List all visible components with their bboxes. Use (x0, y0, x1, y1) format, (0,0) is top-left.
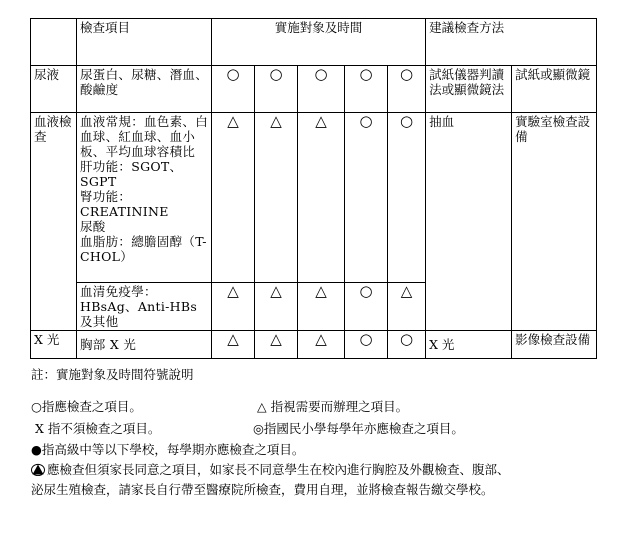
header-target: 實施對象及時間 (212, 19, 426, 66)
health-check-table (30, 18, 597, 359)
method-urine-2: 試紙或顯微鏡 (512, 66, 597, 113)
note-bullet: ●指高級中等以下學校，每學期亦應檢查之項目。 (31, 442, 305, 457)
symbol-urine-4: ○ (345, 66, 388, 113)
note-triangle: △ 指視需要而辦理之項目。 (257, 399, 409, 414)
symbol-xray-4: ○ (345, 331, 388, 359)
method-blood-2: 實驗室檢查設備 (512, 113, 597, 331)
symbol-urine-3: ○ (298, 66, 345, 113)
header-method: 建議檢查方法 (426, 19, 597, 66)
note-cross-and-double-circle (31, 418, 611, 440)
symbol-xray-5: ○ (388, 331, 426, 359)
note-filled-triangle-text-1: 應檢查但須家長同意之項目，如家長不同意學生在校內進行胸腔及外觀檢查、腹部、 (47, 462, 510, 477)
note-circle: ○指應檢查之項目。 (31, 399, 142, 414)
method-urine-1: 試紙儀器判讀法或顯微鏡法 (426, 66, 512, 113)
notes-title: 註：實施對象及時間符號說明 (31, 367, 194, 382)
symbol-blood2-4: ○ (345, 283, 388, 331)
note-double-circle: ◎指國民小學每學年亦應檢查之項目。 (253, 421, 464, 436)
symbol-blood1-5: ○ (388, 113, 426, 283)
symbol-blood2-2: △ (255, 283, 298, 331)
note-filled-triangle (31, 460, 611, 480)
symbol-blood2-3: △ (298, 283, 345, 331)
category-urine: 尿液 (31, 66, 77, 113)
symbol-notes (31, 364, 611, 500)
category-blood: 血液檢查 (31, 113, 77, 331)
symbol-blood1-4: ○ (345, 113, 388, 283)
row-xray (31, 331, 597, 359)
note-circle-and-triangle (31, 396, 611, 418)
symbol-blood1-3: △ (298, 113, 345, 283)
item-urine: 尿蛋白、尿糖、潛血、酸鹼度 (77, 66, 212, 113)
symbol-blood1-2: △ (255, 113, 298, 283)
symbol-blood2-1: △ (212, 283, 255, 331)
symbol-blood2-5: △ (388, 283, 426, 331)
symbol-urine-5: ○ (388, 66, 426, 113)
symbol-xray-3: △ (298, 331, 345, 359)
filled-triangle-icon (31, 463, 45, 475)
row-urine (31, 66, 597, 113)
note-cross: X 指不須檢查之項目。 (35, 421, 161, 436)
header-row (31, 19, 597, 66)
item-blood-2: 血清免疫學：HBsAg、Anti-HBs及其他 (77, 283, 212, 331)
note-filled-triangle-text-2: 泌尿生殖檢查，請家長自行帶至醫療院所檢查，費用自理，並將檢查報告繳交學校。 (31, 482, 494, 497)
row-blood-1 (31, 113, 597, 283)
header-blank (31, 19, 77, 66)
symbol-urine-1: ○ (212, 66, 255, 113)
symbol-xray-2: △ (255, 331, 298, 359)
item-xray: 胸部 X 光 (77, 331, 212, 359)
category-xray: X 光 (31, 331, 77, 359)
symbol-urine-2: ○ (255, 66, 298, 113)
symbol-xray-1: △ (212, 331, 255, 359)
method-xray-2: 影像檢查設備 (512, 331, 597, 359)
method-xray-1: X 光 (426, 331, 512, 359)
header-item: 檢查項目 (77, 19, 212, 66)
method-blood-1: 抽血 (426, 113, 512, 331)
item-blood-1: 血液常規：血色素、白血球、紅血球、血小板、平均血球容積比 肝功能：SGOT、SGPT 腎功能：CREATININE 尿酸 血脂肪：總膽固醇（T-CHOL） (77, 113, 212, 283)
symbol-blood1-1: △ (212, 113, 255, 283)
